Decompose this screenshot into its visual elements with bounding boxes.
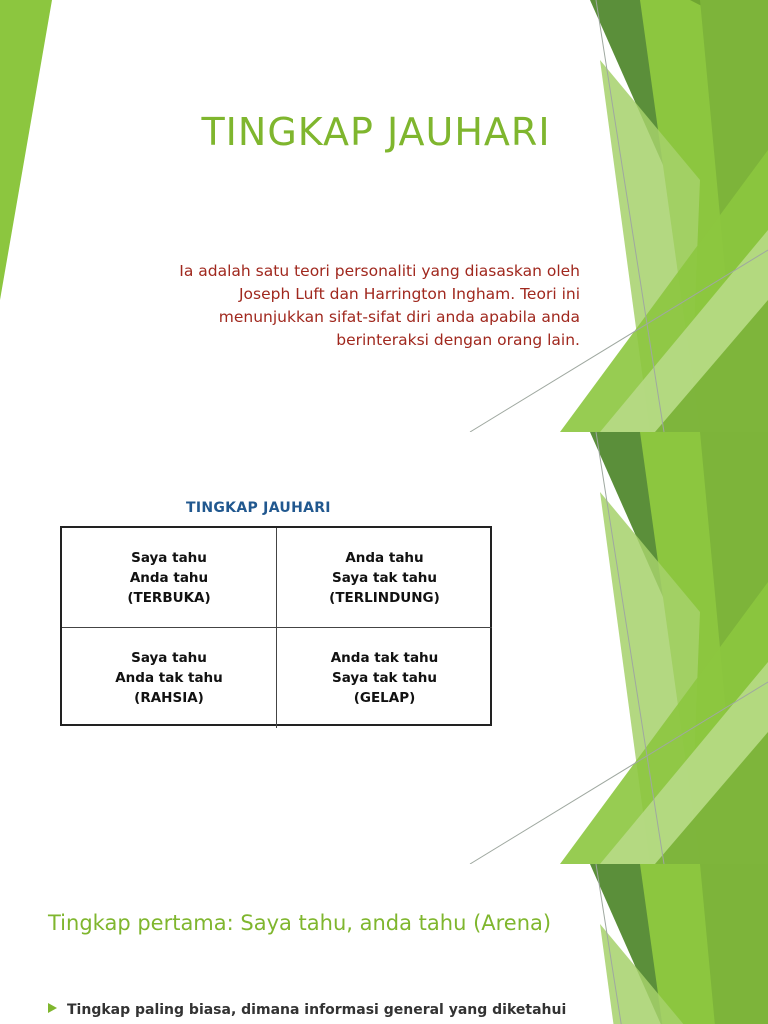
cell-line: Saya tahu [131,650,207,666]
paragraph-line: menunjukkan sifat-sifat diri anda apabila anda [218,308,580,326]
paragraph-line: Ia adalah satu teori personaliti yang diasaskan oleh [179,262,580,280]
cell-terlindung [277,528,492,628]
bullet-text: Tingkap paling biasa, dimana informasi general yang diketahui [67,1002,567,1018]
slide-paragraph [140,260,580,352]
slide-3-title: Tingkap pertama: Saya tahu, anda tahu (Arena) [48,911,552,935]
slide-1 [0,0,768,432]
slide-title-text: TINGKAP JAUHARI [201,110,551,154]
johari-window-table [60,526,492,726]
cell-gelap [277,628,492,728]
slide-title [0,110,764,154]
slide-3-green-decoration [0,864,768,1024]
slide-1-green-decoration [0,0,768,432]
cell-line: Anda tak tahu [330,650,439,666]
table-title: TINGKAP JAUHARI [186,500,331,516]
cell-line: (TERBUKA) [127,589,211,606]
cell-line: Anda tahu [129,569,209,586]
cell-line: (RAHSIA) [134,690,204,706]
bullet-item [48,1002,566,1018]
cell-line: Saya tahu [131,549,207,566]
cell-line: (TERLINDUNG) [329,589,440,606]
cell-terbuka [62,528,277,628]
cell-line: Saya tak tahu [331,670,438,686]
paragraph-line: berinteraksi dengan orang lain. [336,331,580,349]
cell-line: Anda tahu [345,549,424,566]
bullet-arrow-icon [48,1003,57,1013]
cell-rahsia [62,628,277,728]
cell-line: (GELAP) [353,690,416,706]
cell-line: Anda tak tahu [115,670,223,686]
slide-3 [0,864,768,1024]
paragraph-line: Joseph Luft dan Harrington Ingham. Teori ini [238,285,580,303]
cell-line: Saya tak tahu [331,569,438,586]
